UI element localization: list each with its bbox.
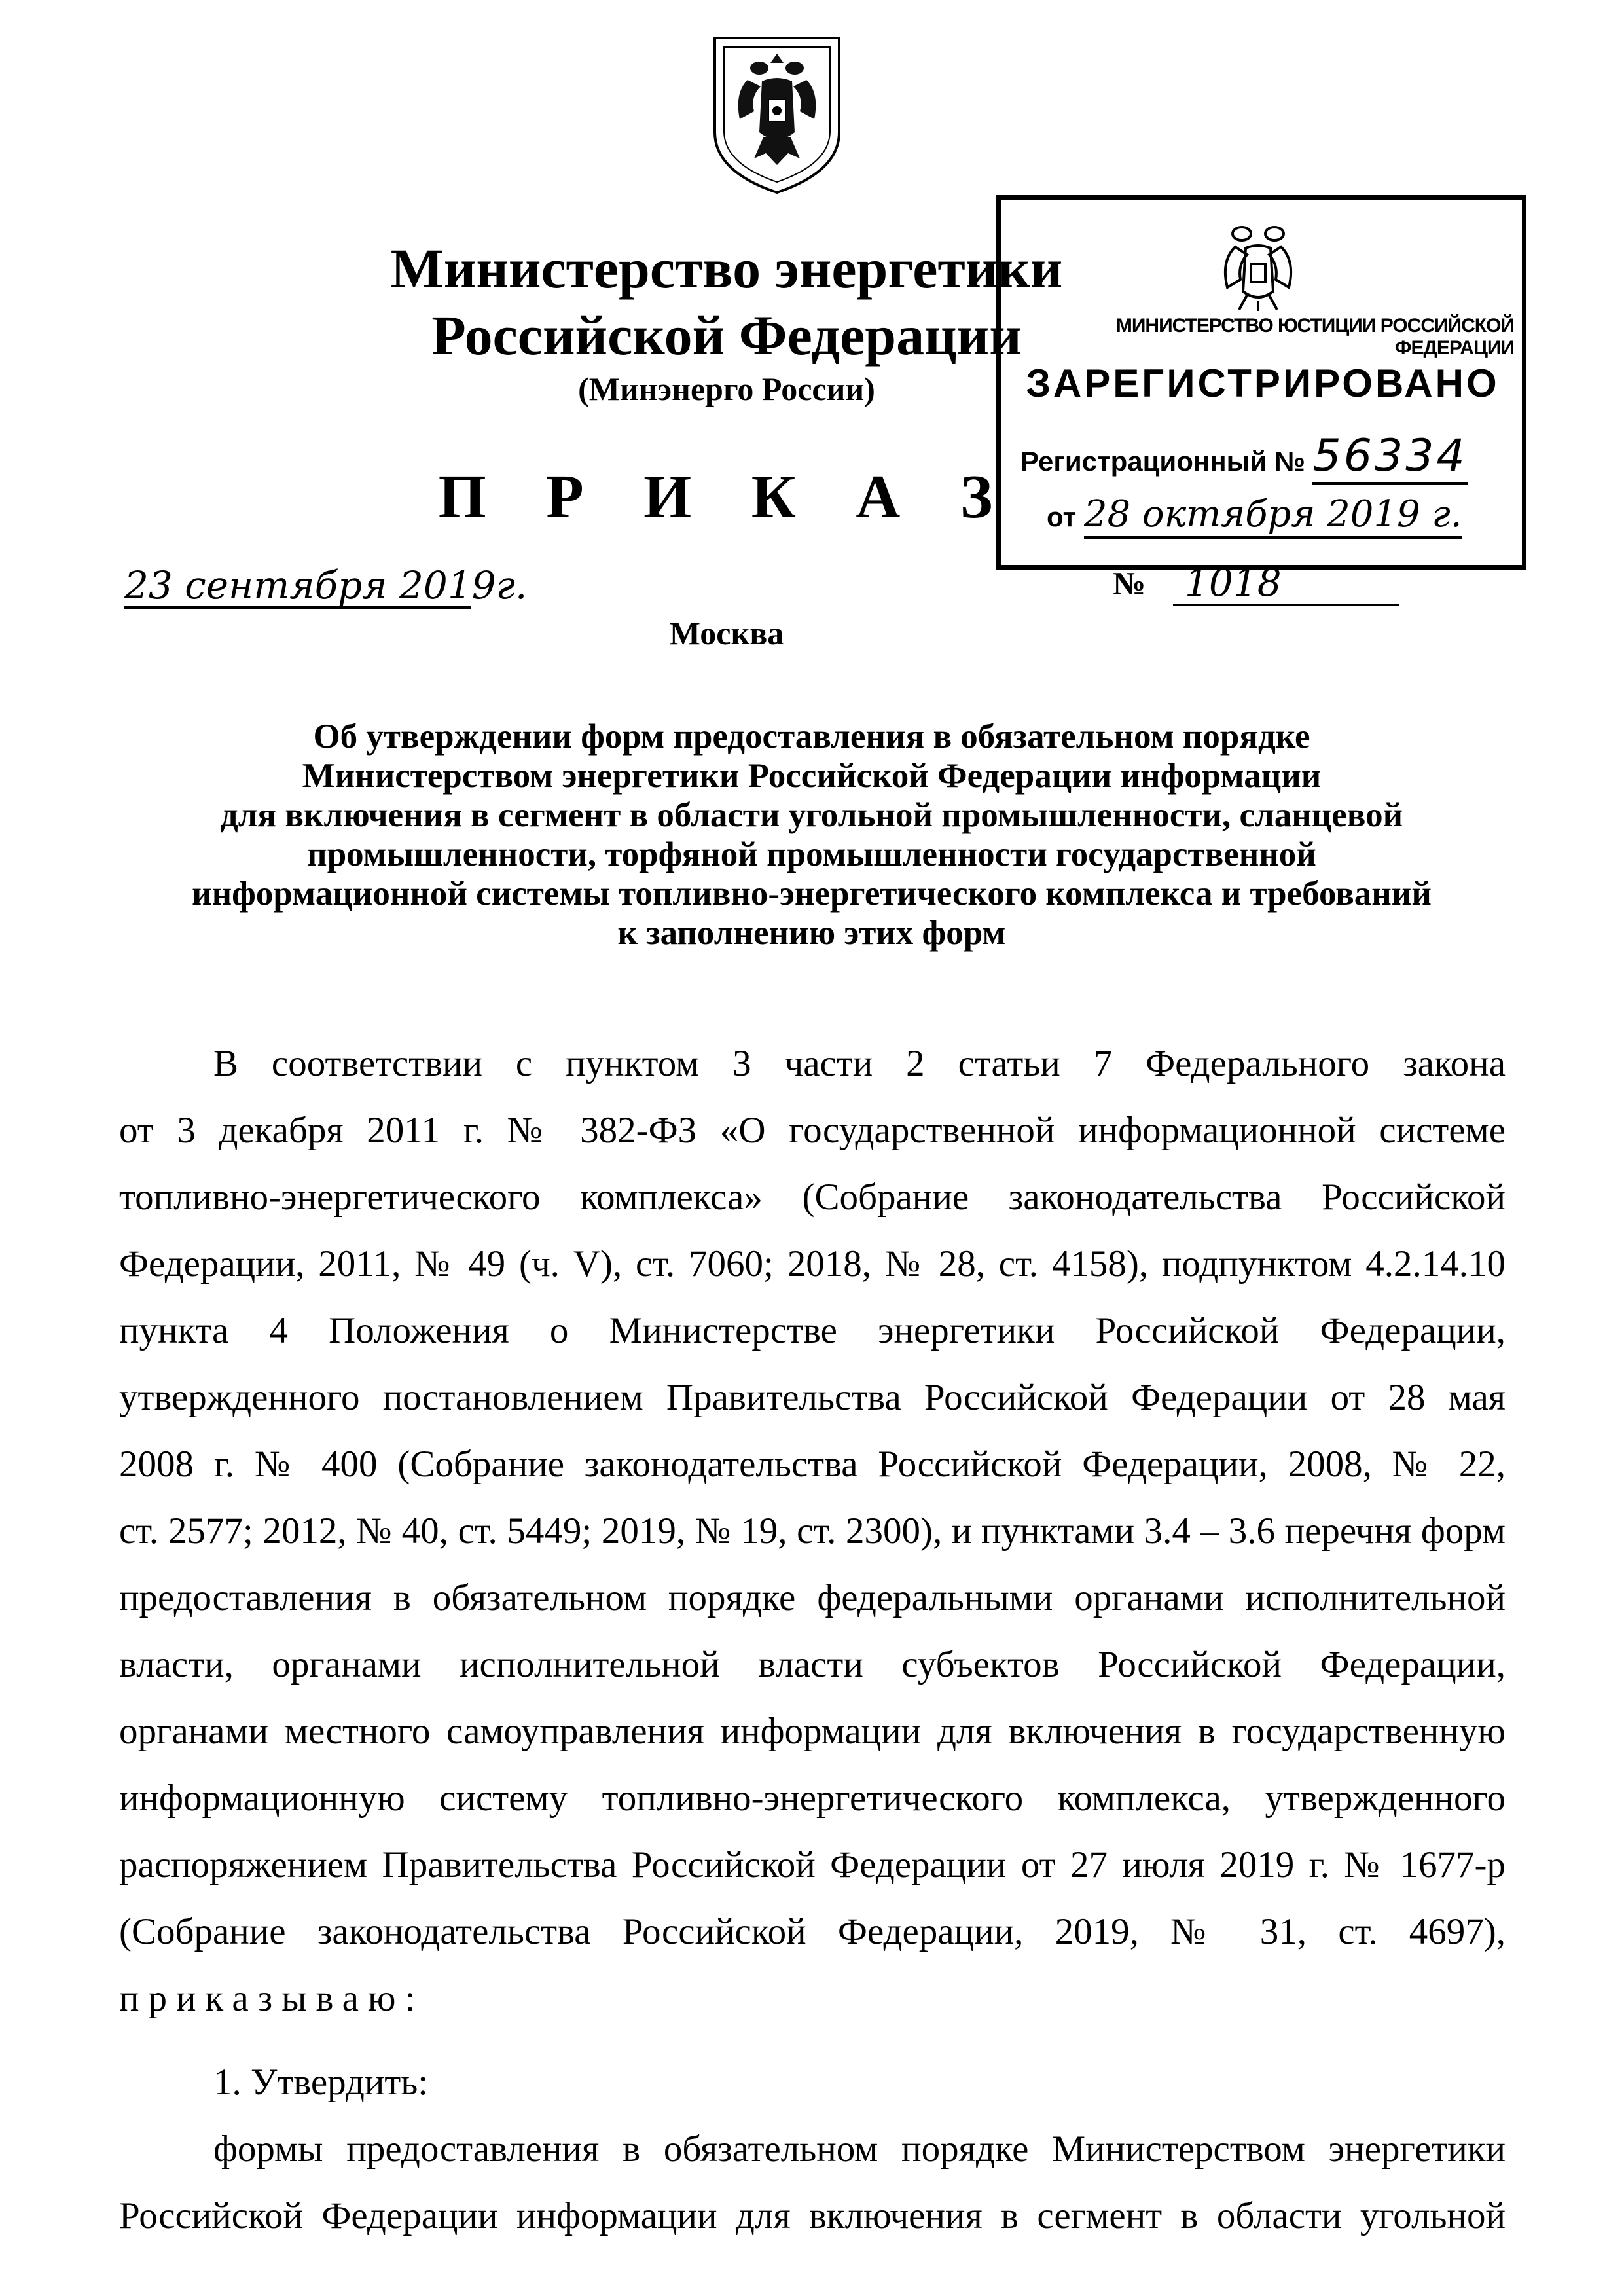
body-line: власти, органами исполнительной власти субъектов Российской Федерации, [119,1644,1506,1685]
body-line: 2008 г. № 400 (Собрание законодательства Российской Федерации, 2008, № 22, [119,1444,1506,1485]
stamp-reg-number-handwritten: 56334 [1312,430,1467,485]
preamble-paragraph [119,1030,1506,2032]
ministry-name-line2: Российской Федерации [431,304,1022,367]
title-line: информационной системы топливно-энергетического комплекса и требований [192,875,1432,913]
ministry-short-name: (Минэнерго России) [578,371,875,407]
order-title [118,717,1506,953]
stamp-emblem-icon [1209,214,1307,312]
item-1-heading: 1. Утвердить: [213,2062,429,2103]
stamp-ministry-name: МИНИСТЕРСТВО ЮСТИЦИИ РОССИЙСКОЙ ФЕДЕРАЦИИ [1115,315,1514,359]
body-line: органами местного самоуправления информации для включения в государственную [119,1711,1506,1752]
stamp-date-handwritten: 28 октября 2019 г. [1084,493,1462,539]
order-number [1113,560,1401,605]
tail-line: формы предоставления в обязательном порядке Министерством энергетики [213,2128,1506,2170]
body-line: распоряжением Правительства Российской Федерации от 27 июля 2019 г. № 1677-р [119,1844,1506,1886]
stamp-date-prefix: от [1047,501,1077,532]
stamp-registration-date [1047,493,1462,536]
body-line: пункта 4 Положения о Министерстве энергетики Российской Федерации, [119,1310,1506,1351]
registration-stamp [996,195,1526,570]
item-1-text [119,2116,1506,2250]
order-date-underline [124,606,471,609]
body-line: предоставления в обязательном порядке федеральными органами исполнительной [119,1577,1506,1618]
body-line: ст. 2577; 2012, № 40, ст. 5449; 2019, № 19, ст. 2300), и пунктами 3.4 – 3.6 перечня форм [119,1510,1506,1552]
order-date-value: 23 сентября 2019г. [124,563,528,608]
order-number-handwritten: 1018 [1185,560,1282,605]
command-word: приказываю: [119,1978,425,2019]
order-number-underline [1173,604,1399,606]
title-line: промышленности, торфяной промышленности государственной [307,835,1316,873]
title-line: Об утверждении форм предоставления в обязательном порядке [313,718,1310,756]
city: Москва [669,615,784,651]
ministry-name-line1: Министерство энергетики [390,237,1063,300]
stamp-registration-number [1020,430,1468,482]
title-line: Министерством энергетики Российской Федерации информации [302,757,1322,795]
title-line: для включения в сегмент в области угольной промышленности, сланцевой [220,796,1403,834]
tail-line: Российской Федерации информации для включения в сегмент в области угольной [119,2195,1506,2236]
coat-of-arms-emblem [708,34,846,196]
document-type-heading: П Р И К А З [438,463,1015,531]
body-line: топливно-энергетического комплекса» (Собрание законодательства Российской [119,1176,1506,1218]
stamp-reg-label: Регистрационный № [1020,446,1305,477]
stamp-status: ЗАРЕГИСТРИРОВАНО [1026,361,1500,405]
body-line: информационную систему топливно-энергетического комплекса, утвержденного [119,1777,1506,1819]
order-number-label: № [1113,565,1146,602]
body-line: В соответствии с пунктом 3 части 2 статьи 7 Федерального закона [213,1043,1506,1084]
body-line: утвержденного постановлением Правительства Российской Федерации от 28 мая [119,1377,1506,1418]
body-line: Федерации, 2011, № 49 (ч. V), ст. 7060; 2018, № 28, ст. 4158), подпунктом 4.2.14.10 [119,1243,1506,1285]
order-date-handwritten [124,563,527,608]
title-line: к заполнению этих форм [617,914,1006,952]
body-line: (Собрание законодательства Российской Федерации, 2019, № 31, ст. 4697), [119,1911,1506,1952]
body-line: от 3 декабря 2011 г. № 382-ФЗ «О государственной информационной системе [119,1110,1506,1151]
